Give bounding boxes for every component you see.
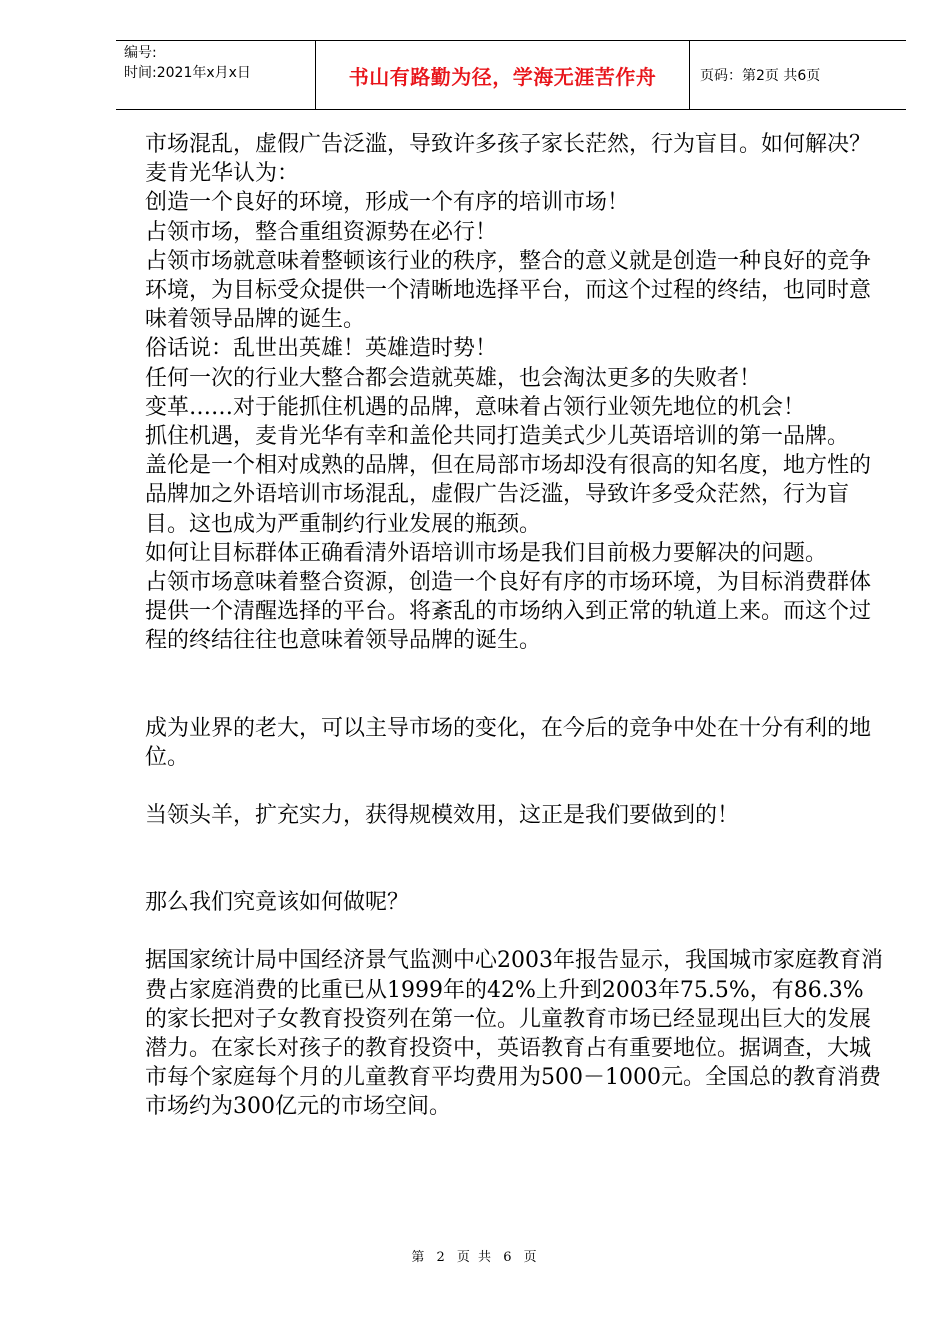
document-number-label: 编号: xyxy=(124,45,157,61)
paragraph: 据国家统计局中国经济景气监测中心2003年报告显示，我国城市家庭教育消费占家庭消费的比重已从1999年的42%上升到2003年75.5%，有86.3%的家长把对子女教育投资列在第一位。儿童教育市场已经显现出巨大的发展潜力。在家长对孩子的教育投资中，英语教育占有重要地位。据调查，大城市每个家庭每个月的儿童教育平均费用为500－1000元。全国总的教育消费市场约为300亿元的市场空间。 xyxy=(145,948,883,1120)
paragraph: 当领头羊，扩充实力，获得规模效用，这正是我们要做到的！ xyxy=(145,803,740,829)
paragraph: 抓住机遇，麦肯光华有幸和盖伦共同打造美式少儿英语培训的第一品牌。 xyxy=(145,424,850,450)
paragraph: 成为业界的老大，可以主导市场的变化，在今后的竞争中处在十分有利的地位。 xyxy=(145,715,872,770)
footer-prefix: 第 xyxy=(411,1250,427,1265)
paragraph: 创造一个良好的环境，形成一个有序的培训市场！ xyxy=(145,190,630,216)
header-page-info-cell xyxy=(690,41,906,109)
document-body xyxy=(145,130,885,1122)
paragraph: 变革……对于能抓住机遇的品牌，意味着占领行业领先地位的机会！ xyxy=(145,394,806,420)
paragraph: 俗话说：乱世出英雄！英雄造时势！ xyxy=(145,336,498,362)
header-page-info: 页码：第2页 共6页 xyxy=(700,68,821,84)
page-footer xyxy=(0,1246,950,1265)
header-motto-cell xyxy=(316,41,690,109)
paragraph: 占领市场意味着整合资源，创造一个良好有序的市场环境，为目标消费群体提供一个清醒选择的平台。将紊乱的市场纳入到正常的轨道上来。而这个过程的终结往往也意味着领导品牌的诞生。 xyxy=(145,570,872,654)
paragraph: 麦肯光华认为： xyxy=(145,161,300,187)
paragraph: 占领市场，整合重组资源势在必行！ xyxy=(145,219,498,245)
paragraph: 市场混乱，虚假广告泛滥，导致许多孩子家长茫然，行为盲目。如何解决？ xyxy=(145,132,872,157)
header-motto: 书山有路勤为径，学海无涯苦作舟 xyxy=(348,64,657,89)
document-time-label: 时间:2021年x月x日 xyxy=(124,65,251,81)
page-header xyxy=(116,40,906,110)
footer-mid: 页 共 xyxy=(456,1250,494,1265)
paragraph: 占领市场就意味着整顿该行业的秩序，整合的意义就是创造一种良好的竞争环境，为目标受众提供一个清晰地选择平台，而这个过程的终结，也同时意味着领导品牌的诞生。 xyxy=(145,248,872,333)
footer-total-pages: 6 xyxy=(503,1250,514,1265)
paragraph: 如何让目标群体正确看清外语培训市场是我们目前极力要解决的问题。 xyxy=(145,540,828,566)
footer-suffix: 页 xyxy=(523,1250,539,1265)
paragraph: 盖伦是一个相对成熟的品牌，但在局部市场却没有很高的知名度，地方性的品牌加之外语培训市场混乱，虚假广告泛滥，导致许多受众茫然，行为盲目。这也成为严重制约行业发展的瓶颈。 xyxy=(145,453,872,537)
paragraph-spacer xyxy=(145,656,885,714)
paragraph: 那么我们究竟该如何做呢？ xyxy=(145,890,410,916)
header-meta xyxy=(116,41,316,109)
paragraph-spacer xyxy=(145,772,885,801)
paragraph-spacer xyxy=(145,917,885,946)
paragraph-spacer xyxy=(145,830,885,888)
footer-page-number: 2 xyxy=(436,1250,447,1265)
paragraph: 任何一次的行业大整合都会造就英雄，也会淘汰更多的失败者！ xyxy=(145,365,762,391)
